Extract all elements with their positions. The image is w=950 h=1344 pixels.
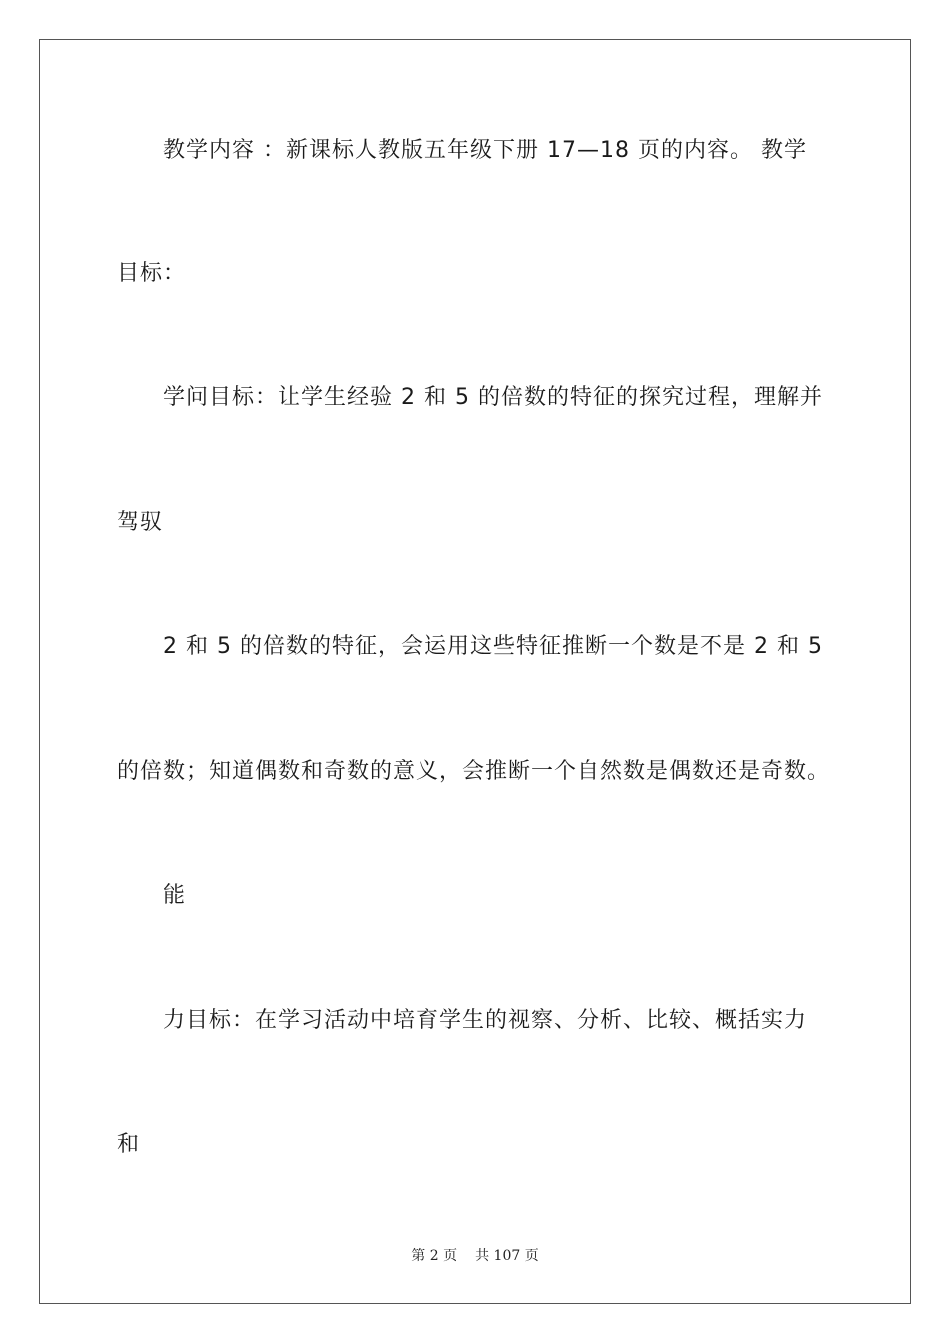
page-border [39,39,911,1304]
text-line-1: 教学内容 ：新课标人教版五年级下册 17—18 页的内容。 教学 [163,138,807,163]
text-line-4: 驾驭 [117,510,164,535]
text-line-2: 目标： [117,261,187,286]
text-line-7: 能 [163,883,187,908]
total-pages: 共 107 页 [475,1248,539,1264]
text-line-8: 力目标：在学习活动中培育学生的视察、分析、比较、概括实力 [163,1008,808,1033]
text-line-5: 2 和 5 的倍数的特征，会运用这些特征推断一个数是不是 2 和 5 [163,634,823,659]
text-line-9: 和 [117,1132,141,1157]
page-footer [0,1247,950,1265]
text-line-3: 学问目标：让学生经验 2 和 5 的倍数的特征的探究过程，理解并 [163,385,823,410]
text-line-6: 的倍数；知道偶数和奇数的意义，会推断一个自然数是偶数还是奇数。 [117,759,831,784]
page-number: 第 2 页 [411,1248,458,1264]
